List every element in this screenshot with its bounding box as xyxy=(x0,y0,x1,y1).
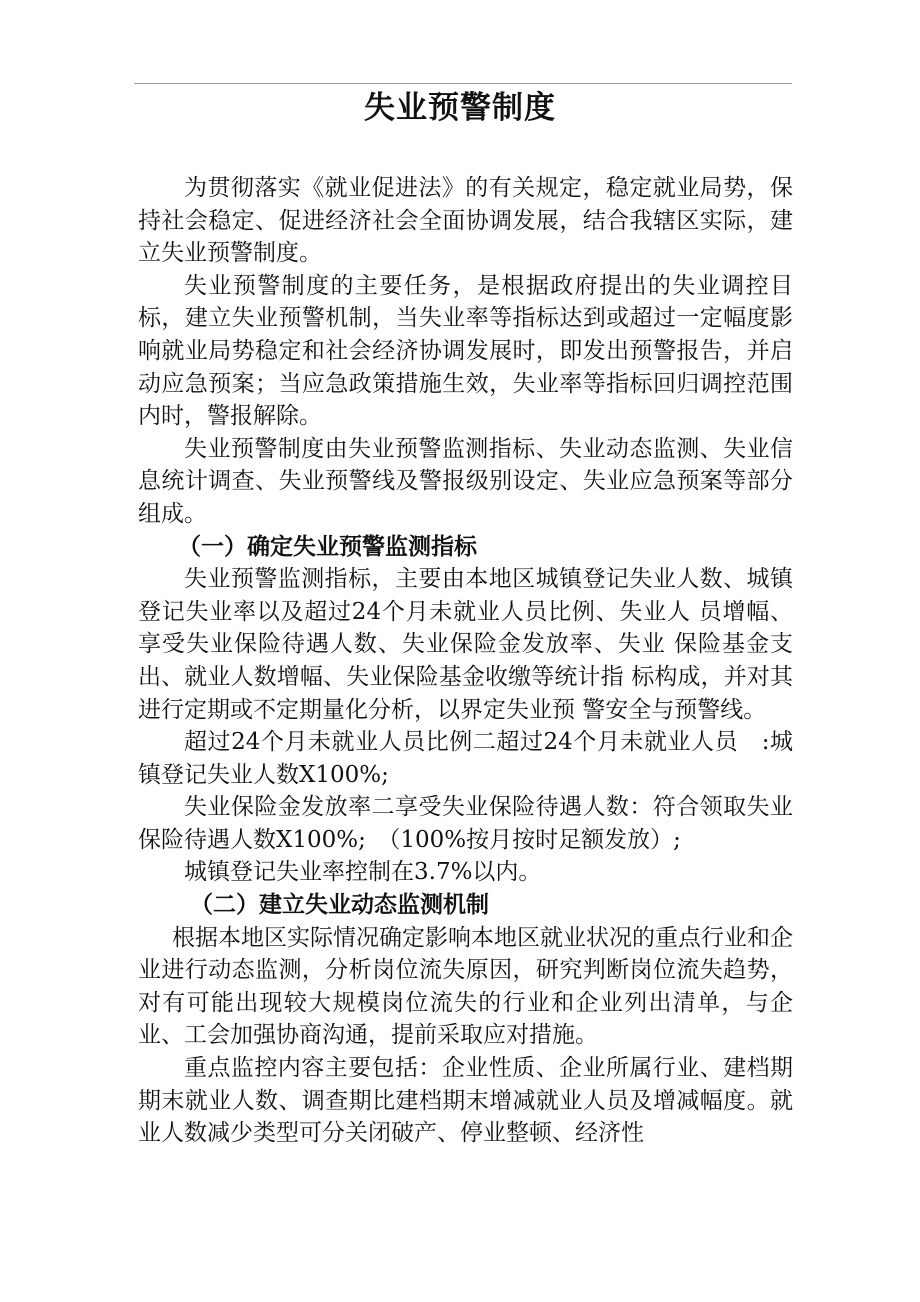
header-rule xyxy=(134,83,792,84)
paragraph-formula-unemployed-ratio: 超过24个月未就业人员比例二超过24个月未就业人员 :城镇登记失业人数X100%; xyxy=(138,729,793,788)
paragraph-rate-control: 城镇登记失业率控制在3.7%以内。 xyxy=(184,859,542,886)
document-body xyxy=(138,172,793,1150)
paragraph-indicators: 失业预警监测指标，主要由本地区城镇登记失业人数、城镇登记失业率以及超过24个月未就业人员比例、失业人 员增幅、享受失业保险待遇人数、失业保险金发放率、失业 保险基金支出、就业人数增幅、失业保险基金收缴等统计指 标构成，并对其进行定期或不定期量化分析，以界定失业预 警安全与预警线。 xyxy=(138,566,793,723)
paragraph-intro: 为贯彻落实《就业促进法》的有关规定，稳定就业局势，保持社会稳定、促进经济社会全面协调发展，结合我辖区实际，建立失业预警制度。 xyxy=(138,175,793,267)
document-title: 失业预警制度 xyxy=(364,90,556,126)
paragraph-monitoring: 根据本地区实际情况确定影响本地区就业状况的重点行业和企业进行动态监测，分析岗位流失原因，研究判断岗位流失趋势，对有可能出现较大规模岗位流失的行业和企业列出清单，与企业、工会加强协商沟通，提前采取应对措施。 xyxy=(138,924,793,1049)
section-heading-2: （二）建立失业动态监测机制 xyxy=(190,891,489,919)
paragraph-main-task: 失业预警制度的主要任务，是根据政府提出的失业调控目标，建立失业预警机制，当失业率等指标达到或超过一定幅度影响就业局势稳定和社会经济协调发展时，即发出预警报告，并启动应急预案；当应急政策措施生效，失业率等指标回归调控范围内时，警报解除。 xyxy=(138,272,793,430)
paragraph-composition: 失业预警制度由失业预警监测指标、失业动态监测、失业信息统计调查、失业预警线及警报级别设定、失业应急预案等部分组成。 xyxy=(138,435,793,527)
paragraph-formula-payment-rate: 失业保险金发放率二享受失业保险待遇人数：符合领取失业保险待遇人数X100%; （100%按月按时足额发放）; xyxy=(138,794,793,853)
section-heading-1: （一）确定失业预警监测指标 xyxy=(178,532,477,560)
paragraph-monitoring-content: 重点监控内容主要包括：企业性质、企业所属行业、建档期期末就业人数、调查期比建档期末增减就业人员及增减幅度。就业人数减少类型可分关闭破产、停业整顿、经济性 xyxy=(138,1055,793,1147)
